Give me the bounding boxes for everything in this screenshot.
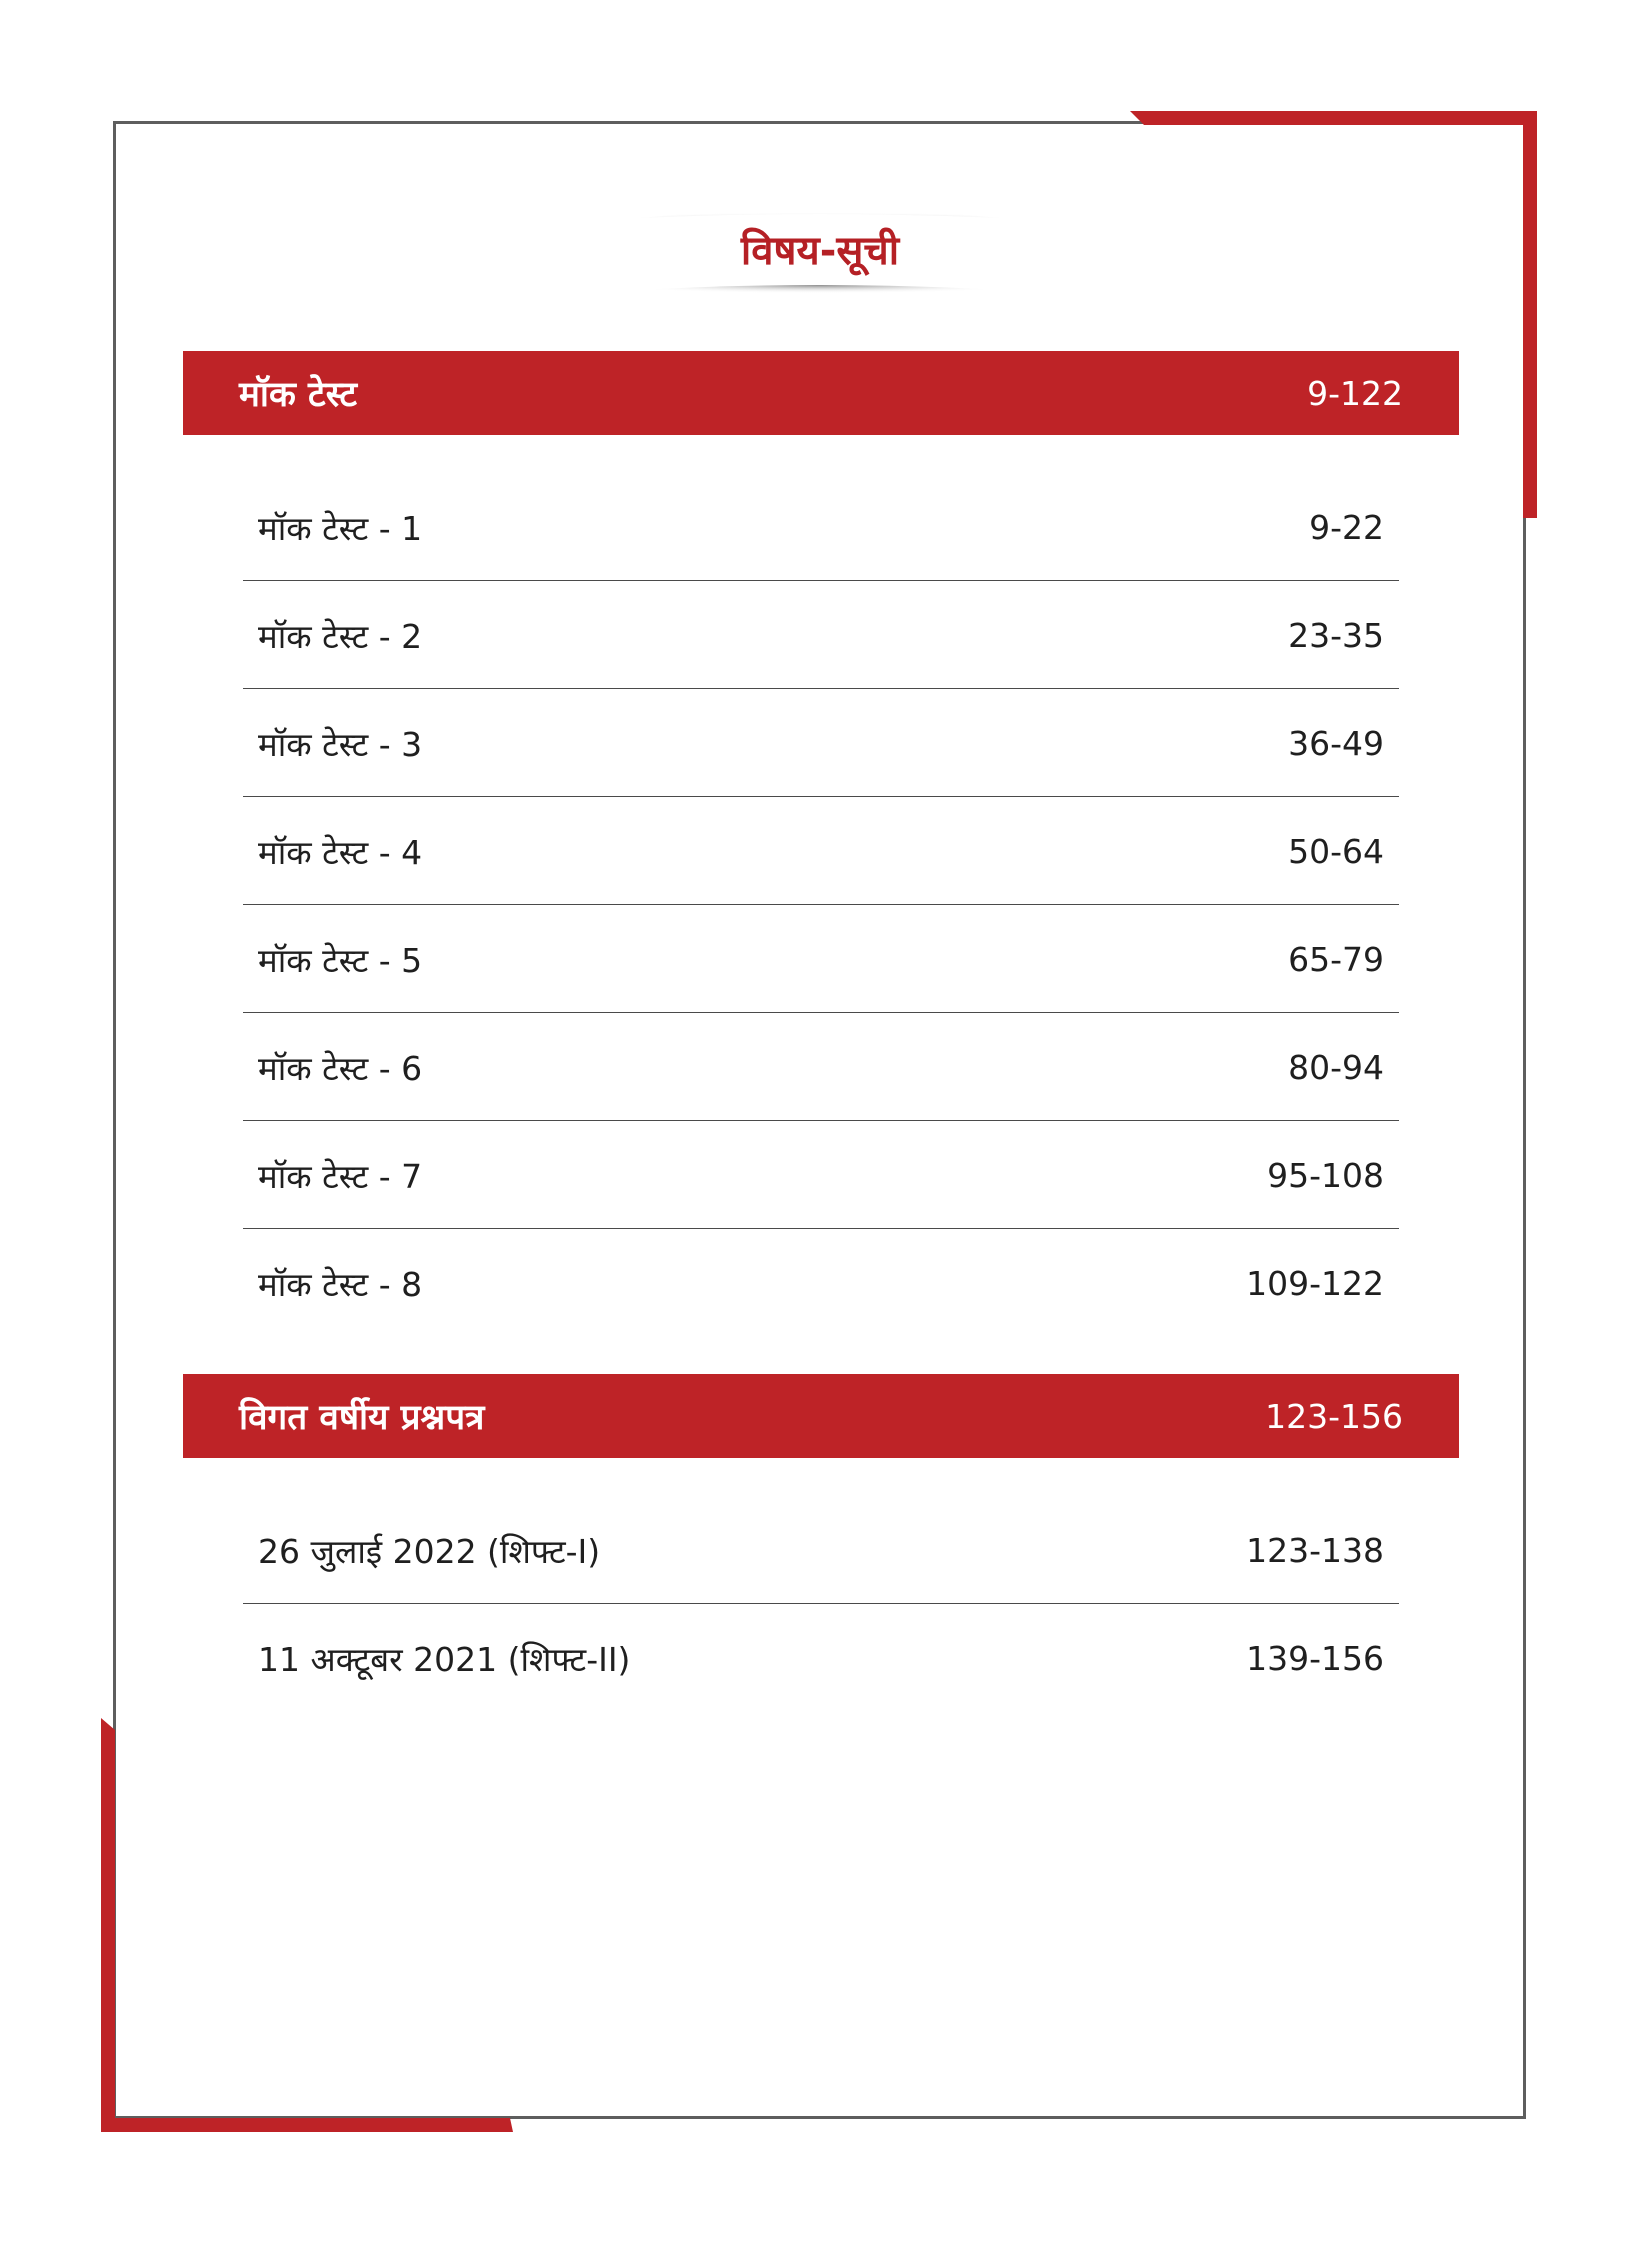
section-header-mock-tests xyxy=(183,351,1459,435)
toc-entry-pages: 109-122 xyxy=(1246,1264,1384,1303)
section-page-range: 9-122 xyxy=(1307,373,1403,413)
toc-entry-pages: 139-156 xyxy=(1246,1639,1384,1678)
title-block xyxy=(640,202,1000,302)
toc-entry-pages: 9-22 xyxy=(1309,507,1384,547)
toc-entry-pages: 50-64 xyxy=(1288,831,1384,871)
toc-entry xyxy=(243,690,1399,797)
toc-entry xyxy=(243,582,1399,689)
section-page-range: 123-156 xyxy=(1265,1396,1403,1436)
toc-entry-label: मॉक टेस्ट - 8 xyxy=(258,1265,423,1304)
bottom-left-corner-accent xyxy=(98,1715,518,2135)
toc-entry-pages: 36-49 xyxy=(1288,723,1384,763)
toc-entry xyxy=(243,1230,1399,1337)
toc-entry xyxy=(243,798,1399,905)
toc-entry-pages: 23-35 xyxy=(1288,615,1384,655)
toc-entry-label: मॉक टेस्ट - 4 xyxy=(258,832,423,872)
toc-entry-label: 11 अक्टूबर 2021 (शिफ्ट-II) xyxy=(258,1640,631,1679)
toc-entry-label: मॉक टेस्ट - 1 xyxy=(258,508,423,548)
toc-entry-label: मॉक टेस्ट - 2 xyxy=(258,616,423,656)
toc-entry-label: मॉक टेस्ट - 3 xyxy=(258,724,423,764)
toc-entry-label: मॉक टेस्ट - 5 xyxy=(258,940,423,980)
toc-entry xyxy=(243,1122,1399,1229)
toc-entry-pages: 95-108 xyxy=(1267,1155,1384,1195)
section-title: मॉक टेस्ट xyxy=(239,374,357,415)
section-header-previous-papers xyxy=(183,1374,1459,1458)
toc-entry-label: मॉक टेस्ट - 7 xyxy=(258,1156,423,1196)
toc-entry-pages: 80-94 xyxy=(1288,1047,1384,1087)
toc-entry-pages: 123-138 xyxy=(1246,1530,1384,1570)
toc-entry xyxy=(243,1497,1399,1604)
section-title: विगत वर्षीय प्रश्नपत्र xyxy=(239,1397,485,1438)
toc-entry-pages: 65-79 xyxy=(1288,939,1384,979)
toc-entry xyxy=(243,1014,1399,1121)
toc-entry xyxy=(243,906,1399,1013)
toc-entry-label: मॉक टेस्ट - 6 xyxy=(258,1048,423,1088)
page-title: विषय-सूची xyxy=(740,228,900,274)
toc-entry xyxy=(243,474,1399,581)
toc-entry-label: 26 जुलाई 2022 (शिफ्ट-I) xyxy=(258,1531,601,1571)
top-right-corner-accent xyxy=(1120,108,1540,528)
toc-entry xyxy=(243,1605,1399,1712)
